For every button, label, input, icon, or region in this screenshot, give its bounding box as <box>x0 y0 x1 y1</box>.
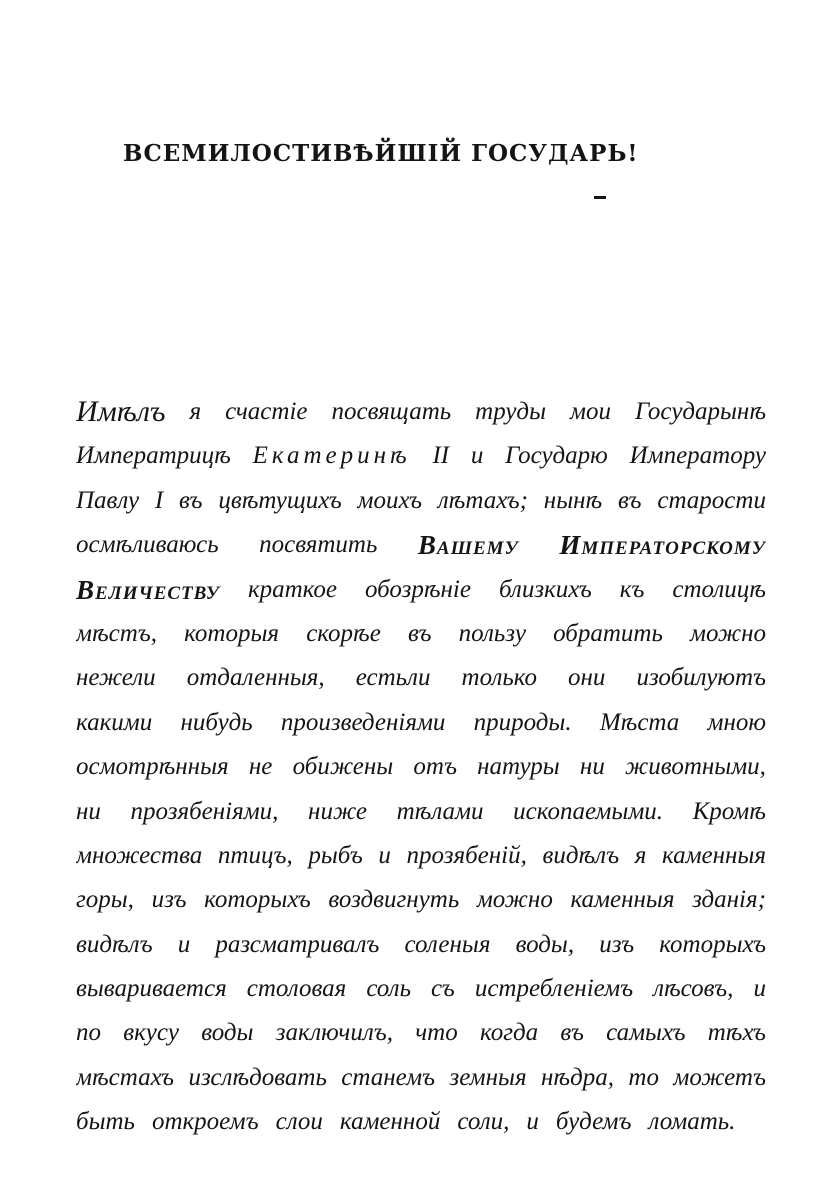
text-word: животными, <box>625 753 766 781</box>
text-word: и <box>378 841 391 869</box>
text-word: видѣлъ <box>542 841 620 869</box>
text-word: изслѣдовать <box>188 1063 327 1091</box>
text-word: изобилуютъ <box>636 664 766 692</box>
text-word: ниже <box>308 797 367 825</box>
text-word: какими <box>76 708 153 736</box>
text-word: Мѣста <box>599 708 680 736</box>
text-word: прозябеніями, <box>130 797 279 825</box>
text-line <box>76 479 766 523</box>
text-word: обозрѣніе <box>365 575 471 603</box>
text-word: Имѣлъ <box>76 395 166 428</box>
text-word: Павлу <box>76 486 140 514</box>
text-word: Вашему <box>417 530 519 561</box>
text-word: не <box>248 753 273 781</box>
text-word: они <box>568 664 606 692</box>
text-line <box>76 923 766 967</box>
text-word: къ <box>619 575 645 603</box>
text-word: нѣдра, <box>541 1063 614 1091</box>
text-word: лѣтахъ; <box>437 486 528 514</box>
text-word: будемъ <box>555 1108 632 1136</box>
text-word: Императрицѣ <box>76 442 231 470</box>
text-word: краткое <box>247 575 338 603</box>
text-word: воды <box>201 1019 254 1047</box>
text-word: быть <box>76 1108 135 1136</box>
text-word: старости <box>657 486 766 514</box>
text-word: я <box>189 398 202 425</box>
text-word: II <box>432 442 450 470</box>
text-word: заключилъ, <box>275 1019 393 1047</box>
text-word: которыхъ <box>204 886 311 914</box>
text-word: ни <box>579 753 605 781</box>
text-word: съ <box>431 975 455 1003</box>
text-word: отъ <box>413 753 457 781</box>
text-word: и <box>470 442 484 470</box>
text-word: въ <box>560 1019 584 1047</box>
text-word: натуры <box>477 753 560 781</box>
text-word: тѣхъ <box>707 1019 766 1047</box>
text-word: когда <box>479 1019 539 1047</box>
text-word: вкусу <box>123 1019 179 1047</box>
text-line <box>76 523 766 567</box>
text-word: отдаленныя, <box>186 664 325 692</box>
text-line <box>76 701 766 745</box>
text-word: каменныя <box>662 841 766 869</box>
text-word: и <box>753 975 766 1003</box>
text-word: счастіе <box>225 398 308 425</box>
text-word: видѣлъ <box>76 930 153 958</box>
text-word: столовая <box>246 975 347 1003</box>
text-word: труды <box>475 398 546 425</box>
text-word: истребленіемъ <box>474 975 634 1003</box>
text-word: Величеству <box>76 574 220 605</box>
text-word: въ <box>179 486 203 514</box>
text-word: и <box>177 930 191 958</box>
text-word: соленыя <box>404 930 491 958</box>
text-word: я <box>634 841 647 869</box>
text-word: воды, <box>515 930 575 958</box>
text-line <box>76 967 766 1011</box>
text-line <box>76 656 766 700</box>
text-word: и <box>526 1108 539 1136</box>
text-line <box>76 1011 766 1055</box>
text-line <box>76 1056 766 1100</box>
text-word: изъ <box>599 930 635 958</box>
text-word: рыбъ <box>308 841 363 869</box>
text-word: Императору <box>629 442 766 470</box>
text-line <box>76 878 766 922</box>
text-word: ломать. <box>648 1108 736 1136</box>
text-line <box>76 568 766 612</box>
text-word: по <box>76 1019 101 1047</box>
text-word: посвятить <box>259 531 378 559</box>
text-word: столицѣ <box>672 575 766 603</box>
text-line <box>76 790 766 834</box>
text-word: Государю <box>505 442 608 470</box>
text-word: ни <box>76 797 101 825</box>
text-word: нежели <box>76 664 156 692</box>
text-line <box>76 745 766 789</box>
text-word: близкихъ <box>498 575 592 603</box>
text-word: слои <box>275 1108 323 1136</box>
text-word: тѣлами <box>396 797 484 825</box>
text-word: скорѣе <box>306 619 381 647</box>
text-word: то <box>628 1063 659 1091</box>
dedication-heading: ВСЕМИЛОСТИВѢЙШІЙ ГОСУДАРЬ! <box>123 140 639 167</box>
text-word: моихъ <box>357 486 422 514</box>
text-word: въ <box>407 619 432 647</box>
text-line <box>76 834 766 878</box>
text-line <box>76 612 766 656</box>
text-word: горы, <box>76 886 134 914</box>
text-word: нибудь <box>180 708 253 736</box>
text-word: что <box>415 1019 458 1047</box>
text-word: произведеніями <box>280 708 446 736</box>
text-word: обратить <box>553 619 663 647</box>
text-word: разсматривалъ <box>215 930 380 958</box>
text-word: осмотрѣнныя <box>76 753 229 781</box>
text-word: станемъ <box>341 1063 436 1091</box>
text-word: каменной <box>339 1108 441 1136</box>
text-word: осмѣливаюсь <box>76 531 219 559</box>
text-line <box>76 1100 766 1144</box>
text-word: можно <box>690 619 766 647</box>
text-line <box>76 390 766 434</box>
text-word: воздвигнуть <box>328 886 460 914</box>
text-word: зданія; <box>692 886 766 914</box>
text-word: вывариваетcя <box>76 975 227 1003</box>
text-word: Екатеринѣ <box>252 442 411 470</box>
text-word: которыхъ <box>659 930 766 958</box>
text-word: только <box>461 664 537 692</box>
text-word: мною <box>707 708 766 736</box>
text-word: земныя <box>449 1063 527 1091</box>
text-word: природы. <box>473 708 572 736</box>
text-word: мѣстахъ <box>76 1063 175 1091</box>
text-word: нынѣ <box>543 486 603 514</box>
text-word: можно <box>476 886 553 914</box>
text-word: множества <box>76 841 203 869</box>
text-word: каменныя <box>570 886 675 914</box>
text-word: откроемъ <box>151 1108 259 1136</box>
text-word: самыхъ <box>606 1019 686 1047</box>
dedication-text <box>76 390 766 1145</box>
text-word: Императорскому <box>559 530 766 561</box>
text-word: мои <box>570 398 611 425</box>
text-word: I <box>154 486 164 514</box>
text-word: птицъ, <box>217 841 293 869</box>
text-word: въ <box>618 486 642 514</box>
text-word: цвѣтущихъ <box>218 486 342 514</box>
text-word: соли, <box>457 1108 510 1136</box>
text-word: можетъ <box>673 1063 766 1091</box>
stray-ink-mark <box>594 196 606 199</box>
text-word: соль <box>366 975 411 1003</box>
text-line <box>76 434 766 478</box>
text-word: ископаемыми. <box>513 797 664 825</box>
text-word: которыя <box>184 619 280 647</box>
text-word: посвящать <box>331 398 452 425</box>
text-word: изъ <box>151 886 187 914</box>
text-word: пользу <box>458 619 526 647</box>
text-word: обижены <box>292 753 394 781</box>
text-word: мѣстъ, <box>76 619 158 647</box>
text-word: естьли <box>355 664 431 692</box>
text-word: прозябеній, <box>406 841 527 869</box>
text-word: Государынѣ <box>634 398 766 425</box>
text-word: Кромѣ <box>692 797 766 825</box>
text-word: лѣсовъ, <box>653 975 734 1003</box>
